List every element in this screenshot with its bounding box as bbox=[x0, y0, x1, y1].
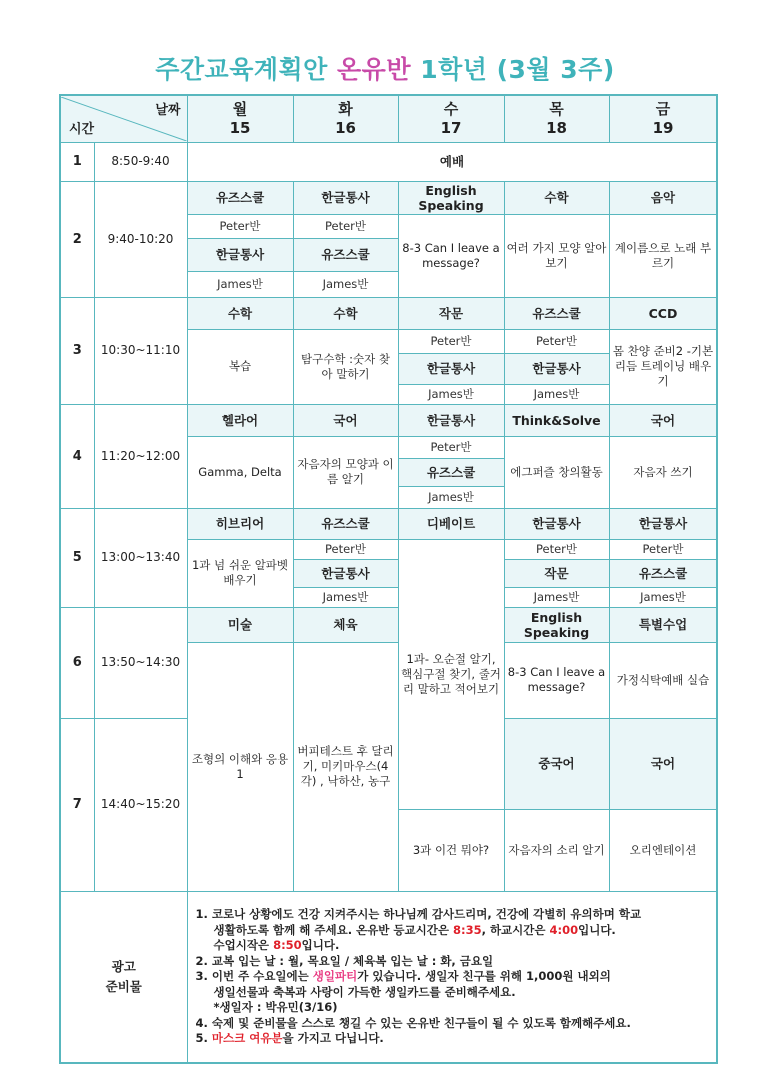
corner-cell bbox=[60, 95, 187, 142]
subject-cell: Think&Solve bbox=[504, 404, 609, 436]
day-wed: 수 17 bbox=[398, 95, 504, 142]
content-cell: 복습 bbox=[187, 329, 293, 404]
content-cell: 자음자의 모양과 이름 알기 bbox=[293, 436, 398, 508]
schedule-table bbox=[59, 94, 718, 1064]
subject-cell: 음악 bbox=[609, 181, 717, 214]
class-cell: James반 bbox=[609, 587, 717, 607]
subject-cell: 디베이트 bbox=[398, 508, 504, 539]
period-number: 4 bbox=[60, 404, 94, 508]
content-cell: 8-3 Can I leave a message? bbox=[504, 642, 609, 718]
subject-cell: 수학 bbox=[187, 297, 293, 329]
subject-cell: English Speaking bbox=[398, 181, 504, 214]
subject-cell: 한글통사 bbox=[398, 404, 504, 436]
subject-cell: 히브리어 bbox=[187, 508, 293, 539]
subject-cell: 한글통사 bbox=[187, 238, 293, 271]
period-time: 11:20~12:00 bbox=[94, 404, 187, 508]
title-grade-week: 1학년 (3월 3주) bbox=[420, 55, 615, 84]
subject-cell: 체육 bbox=[293, 607, 398, 642]
class-cell: James반 bbox=[293, 271, 398, 297]
notice-item-2: 2. 교복 입는 날 : 월, 목요일 / 체육복 입는 날 : 화, 금요일 bbox=[195, 953, 494, 968]
class-cell: Peter반 bbox=[398, 329, 504, 353]
content-cell: 오리엔테이션 bbox=[609, 809, 717, 891]
class-cell: James반 bbox=[187, 271, 293, 297]
class-cell: Peter반 bbox=[398, 436, 504, 458]
subject-cell: 유즈스쿨 bbox=[398, 458, 504, 486]
subject-cell: 미술 bbox=[187, 607, 293, 642]
subject-cell: 국어 bbox=[293, 404, 398, 436]
content-cell: 몸 찬양 준비2 -기본 리듬 트레이닝 배우기 bbox=[609, 329, 717, 404]
period-time: 8:50-9:40 bbox=[94, 142, 187, 181]
content-cell: 자음자 쓰기 bbox=[609, 436, 717, 508]
subject-cell: 유즈스쿨 bbox=[293, 508, 398, 539]
subject-cell: 한글통사 bbox=[293, 559, 398, 587]
subject-cell: 헬라어 bbox=[187, 404, 293, 436]
day-mon: 월 15 bbox=[187, 95, 293, 142]
date-label: 날짜 bbox=[155, 102, 181, 118]
class-cell: Peter반 bbox=[293, 539, 398, 559]
content-cell: 탐구수학 :숫자 찾아 말하기 bbox=[293, 329, 398, 404]
notice-item-3: 3. 이번 주 수요일에는 생일파티가 있습니다. 생일자 친구를 위해 1,000원 내외의 생일선물과 축복과 사랑이 가득한 생일카드를 준비해주세요. *생일자 : 박유민(3/16) bbox=[195, 969, 611, 1014]
subject-cell: 국어 bbox=[609, 404, 717, 436]
subject-cell: 유즈스쿨 bbox=[504, 297, 609, 329]
title-class: 온유반 bbox=[337, 55, 411, 84]
subject-cell: CCD bbox=[609, 297, 717, 329]
supplies-label: 준비물 bbox=[105, 978, 142, 994]
content-cell: 1과- 오순절 알기, 핵심구절 찾기, 줄거리 말하고 적어보기 bbox=[398, 539, 504, 809]
class-cell: James반 bbox=[504, 587, 609, 607]
subject-cell: 국어 bbox=[609, 718, 717, 809]
notice-label: 광고 bbox=[111, 958, 136, 974]
day-thu: 목 18 bbox=[504, 95, 609, 142]
subject-cell: 유즈스쿨 bbox=[609, 559, 717, 587]
content-cell: 여러 가지 모양 알아보기 bbox=[504, 214, 609, 297]
content-cell: 8-3 Can I leave a message? bbox=[398, 214, 504, 297]
class-cell: James반 bbox=[398, 384, 504, 404]
worship-cell: 예배 bbox=[187, 142, 717, 181]
period-time: 13:00~13:40 bbox=[94, 508, 187, 607]
period-time: 14:40~15:20 bbox=[94, 718, 187, 891]
time-label: 시간 bbox=[69, 121, 95, 137]
period-number: 5 bbox=[60, 508, 94, 607]
subject-cell: 작문 bbox=[398, 297, 504, 329]
subject-cell: 유즈스쿨 bbox=[187, 181, 293, 214]
class-cell: Peter반 bbox=[504, 539, 609, 559]
subject-cell: 유즈스쿨 bbox=[293, 238, 398, 271]
subject-cell: 수학 bbox=[504, 181, 609, 214]
period-time: 9:40-10:20 bbox=[94, 181, 187, 297]
period-time: 13:50~14:30 bbox=[94, 607, 187, 718]
subject-cell: English Speaking bbox=[504, 607, 609, 642]
day-fri: 금 19 bbox=[609, 95, 717, 142]
day-tue: 화 16 bbox=[293, 95, 398, 142]
content-cell: 버피테스트 후 달리기, 미키마우스(4각) , 낙하산, 농구 bbox=[293, 642, 398, 891]
period-number: 7 bbox=[60, 718, 94, 891]
content-cell: 에그퍼즐 창의활동 bbox=[504, 436, 609, 508]
notice-item-5: 5. 마스크 여유분을 가지고 다닙니다. bbox=[195, 1031, 384, 1045]
content-cell: 자음자의 소리 알기 bbox=[504, 809, 609, 891]
class-cell: James반 bbox=[398, 486, 504, 508]
subject-cell: 중국어 bbox=[504, 718, 609, 809]
period-number: 6 bbox=[60, 607, 94, 718]
content-cell: 조형의 이해와 응용1 bbox=[187, 642, 293, 891]
class-cell: James반 bbox=[293, 587, 398, 607]
notice-item-4: 4. 숙제 및 준비물을 스스로 챙길 수 있는 온유반 친구들이 될 수 있도록 함께해주세요. bbox=[195, 1015, 631, 1030]
notice-item-1: 1. 코로나 상황에도 건강 지켜주시는 하나님께 감사드리며, 건강에 각별히 유의하며 학교 생활하도록 함께 해 주세요. 온유반 등교시간은 8:35, 하교시간은 4:00입니다. 수업시작은 8:50입니다. bbox=[195, 907, 642, 952]
subject-cell: 한글통사 bbox=[293, 181, 398, 214]
content-cell: 가정식탁예배 실습 bbox=[609, 642, 717, 718]
subject-cell: 한글통사 bbox=[609, 508, 717, 539]
class-cell: Peter반 bbox=[609, 539, 717, 559]
subject-cell: 한글통사 bbox=[398, 353, 504, 384]
subject-cell: 한글통사 bbox=[504, 508, 609, 539]
content-cell: 3과 이건 뭐야? bbox=[398, 809, 504, 891]
subject-cell: 한글통사 bbox=[504, 353, 609, 384]
class-cell: Peter반 bbox=[293, 214, 398, 238]
content-cell: 계이름으로 노래 부르기 bbox=[609, 214, 717, 297]
notice-label-cell bbox=[60, 891, 187, 1063]
subject-cell: 수학 bbox=[293, 297, 398, 329]
period-time: 10:30~11:10 bbox=[94, 297, 187, 404]
period-number: 2 bbox=[60, 181, 94, 297]
content-cell: Gamma, Delta bbox=[187, 436, 293, 508]
subject-cell: 특별수업 bbox=[609, 607, 717, 642]
page-title bbox=[0, 50, 770, 86]
header-row bbox=[60, 95, 717, 142]
period-number: 1 bbox=[60, 142, 94, 181]
subject-cell: 작문 bbox=[504, 559, 609, 587]
class-cell: Peter반 bbox=[187, 214, 293, 238]
class-cell: Peter반 bbox=[504, 329, 609, 353]
content-cell: 1과 넘 쉬운 알파벳 배우기 bbox=[187, 539, 293, 607]
period-number: 3 bbox=[60, 297, 94, 404]
class-cell: James반 bbox=[504, 384, 609, 404]
title-plan: 주간교육계획안 bbox=[155, 55, 328, 84]
notice-content bbox=[187, 891, 717, 1063]
